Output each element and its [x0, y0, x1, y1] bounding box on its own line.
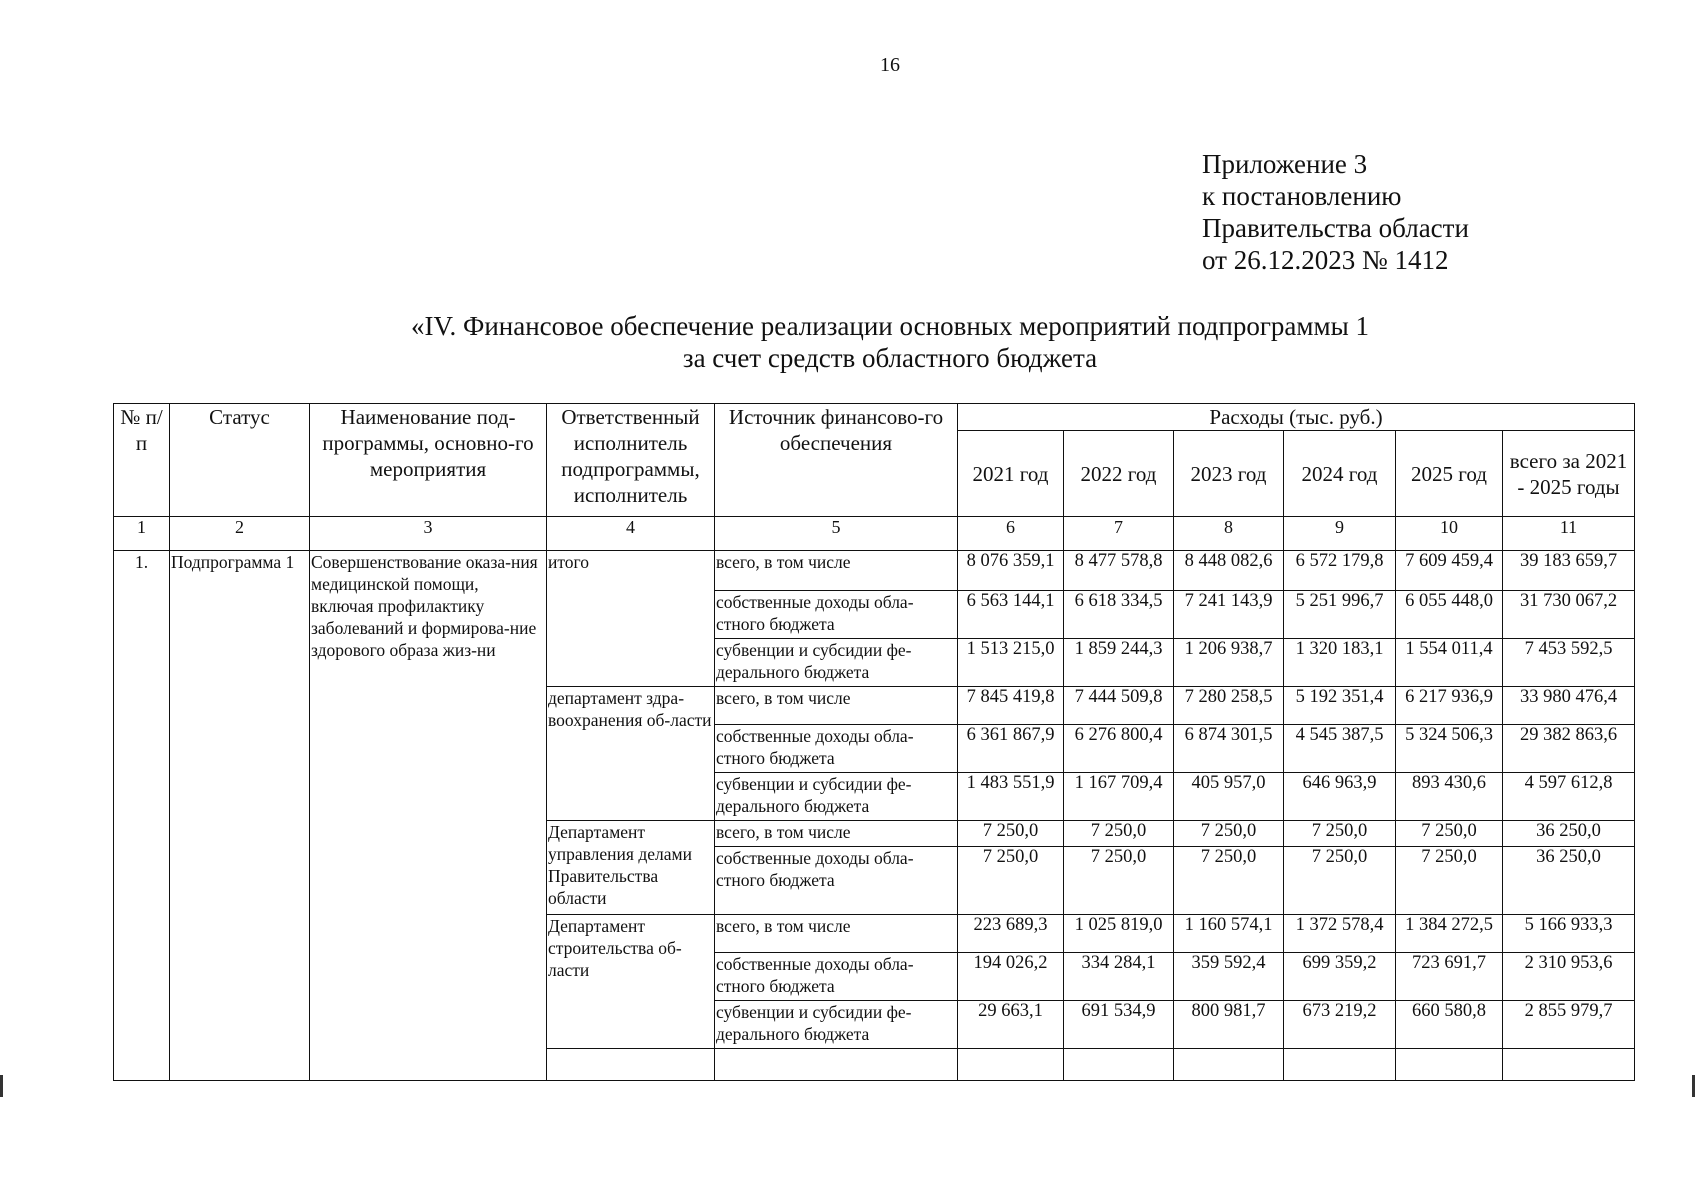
year-value-cell: 7 250,0 — [1174, 821, 1284, 847]
year-value-cell: 6 618 334,5 — [1064, 591, 1174, 639]
title-line: за счет средств областного бюджета — [682, 343, 1098, 373]
title-line: «IV. Финансовое обеспечение реализации основных мероприятий подпрограммы 1 — [411, 311, 1369, 341]
header-num: № п/п — [114, 404, 170, 517]
year-value-cell: 7 250,0 — [1396, 821, 1503, 847]
source-cell: собственные доходы обла-стного бюджета — [715, 725, 958, 773]
scan-edge-mark — [0, 1075, 3, 1097]
empty-cell — [958, 1049, 1064, 1081]
year-value-cell: 4 545 387,5 — [1284, 725, 1396, 773]
source-cell: субвенции и субсидии фе-дерального бюджета — [715, 773, 958, 821]
column-number: 11 — [1503, 517, 1635, 551]
year-value-cell: 6 276 800,4 — [1064, 725, 1174, 773]
total-value-cell: 31 730 067,2 — [1503, 591, 1635, 639]
year-value-cell: 8 477 578,8 — [1064, 551, 1174, 591]
year-value-cell: 29 663,1 — [958, 1001, 1064, 1049]
year-value-cell: 5 192 351,4 — [1284, 687, 1396, 725]
total-value-cell: 36 250,0 — [1503, 821, 1635, 847]
executor-cell: Департамент строительства об-ласти — [547, 915, 715, 1049]
year-value-cell: 7 250,0 — [1396, 847, 1503, 915]
empty-cell — [715, 1049, 958, 1081]
total-value-cell: 2 855 979,7 — [1503, 1001, 1635, 1049]
header-year: 2025 год — [1396, 431, 1503, 517]
executor-cell: итого — [547, 551, 715, 687]
source-cell: всего, в том числе — [715, 821, 958, 847]
column-number: 10 — [1396, 517, 1503, 551]
column-number: 4 — [547, 517, 715, 551]
year-value-cell: 6 361 867,9 — [958, 725, 1064, 773]
column-number: 3 — [310, 517, 547, 551]
source-cell: собственные доходы обла-стного бюджета — [715, 847, 958, 915]
empty-cell — [1284, 1049, 1396, 1081]
source-cell: собственные доходы обла-стного бюджета — [715, 591, 958, 639]
appendix-line: Приложение 3 — [1202, 149, 1368, 179]
year-value-cell: 7 609 459,4 — [1396, 551, 1503, 591]
year-value-cell: 7 241 143,9 — [1174, 591, 1284, 639]
year-value-cell: 723 691,7 — [1396, 953, 1503, 1001]
year-value-cell: 1 025 819,0 — [1064, 915, 1174, 953]
executor-cell: Департамент управления делами Правительства области — [547, 821, 715, 915]
source-cell: всего, в том числе — [715, 551, 958, 591]
header-year: 2023 год — [1174, 431, 1284, 517]
total-value-cell: 5 166 933,3 — [1503, 915, 1635, 953]
year-value-cell: 7 250,0 — [1284, 847, 1396, 915]
year-value-cell: 691 534,9 — [1064, 1001, 1174, 1049]
year-value-cell: 223 689,3 — [958, 915, 1064, 953]
source-cell: собственные доходы обла-стного бюджета — [715, 953, 958, 1001]
year-value-cell: 699 359,2 — [1284, 953, 1396, 1001]
year-value-cell: 1 483 551,9 — [958, 773, 1064, 821]
year-value-cell: 673 219,2 — [1284, 1001, 1396, 1049]
empty-cell — [1503, 1049, 1635, 1081]
year-value-cell: 1 206 938,7 — [1174, 639, 1284, 687]
year-value-cell: 893 430,6 — [1396, 773, 1503, 821]
column-number: 6 — [958, 517, 1064, 551]
empty-cell — [1396, 1049, 1503, 1081]
empty-cell — [1064, 1049, 1174, 1081]
column-number: 2 — [170, 517, 310, 551]
year-value-cell: 6 572 179,8 — [1284, 551, 1396, 591]
source-cell: всего, в том числе — [715, 687, 958, 725]
year-value-cell: 194 026,2 — [958, 953, 1064, 1001]
appendix-line: Правительства области — [1202, 213, 1469, 243]
column-number: 1 — [114, 517, 170, 551]
appendix-line: к постановлению — [1202, 181, 1402, 211]
document-title — [300, 310, 1480, 374]
year-value-cell: 1 160 574,1 — [1174, 915, 1284, 953]
column-number: 8 — [1174, 517, 1284, 551]
total-value-cell: 4 597 612,8 — [1503, 773, 1635, 821]
page-number: 16 — [880, 54, 900, 76]
table-row — [114, 551, 1635, 591]
header-total: всего за 2021 - 2025 годы — [1503, 431, 1635, 517]
total-value-cell: 7 453 592,5 — [1503, 639, 1635, 687]
header-year: 2022 год — [1064, 431, 1174, 517]
total-value-cell: 33 980 476,4 — [1503, 687, 1635, 725]
year-value-cell: 405 957,0 — [1174, 773, 1284, 821]
row-status: Подпрограмма 1 — [170, 551, 310, 1081]
year-value-cell: 1 167 709,4 — [1064, 773, 1174, 821]
source-cell: субвенции и субсидии фе-дерального бюджета — [715, 639, 958, 687]
year-value-cell: 7 250,0 — [1064, 821, 1174, 847]
year-value-cell: 6 874 301,5 — [1174, 725, 1284, 773]
header-year: 2024 год — [1284, 431, 1396, 517]
header-year: 2021 год — [958, 431, 1064, 517]
financing-table — [113, 403, 1635, 1081]
executor-cell: департамент здра-воохранения об-ласти — [547, 687, 715, 821]
header-name: Наименование под-программы, основно-го мероприятия — [310, 404, 547, 517]
total-value-cell: 29 382 863,6 — [1503, 725, 1635, 773]
year-value-cell: 6 217 936,9 — [1396, 687, 1503, 725]
year-value-cell: 5 324 506,3 — [1396, 725, 1503, 773]
year-value-cell: 6 563 144,1 — [958, 591, 1064, 639]
appendix-line: от 26.12.2023 № 1412 — [1202, 245, 1449, 275]
scan-edge-mark — [1692, 1075, 1695, 1097]
year-value-cell: 8 076 359,1 — [958, 551, 1064, 591]
year-value-cell: 334 284,1 — [1064, 953, 1174, 1001]
column-number: 9 — [1284, 517, 1396, 551]
year-value-cell: 1 513 215,0 — [958, 639, 1064, 687]
empty-cell — [547, 1049, 715, 1081]
year-value-cell: 7 250,0 — [958, 821, 1064, 847]
year-value-cell: 7 250,0 — [1284, 821, 1396, 847]
year-value-cell: 7 250,0 — [1064, 847, 1174, 915]
column-number: 5 — [715, 517, 958, 551]
year-value-cell: 6 055 448,0 — [1396, 591, 1503, 639]
header-expenses: Расходы (тыс. руб.) — [958, 404, 1635, 431]
year-value-cell: 7 845 419,8 — [958, 687, 1064, 725]
year-value-cell: 646 963,9 — [1284, 773, 1396, 821]
year-value-cell: 8 448 082,6 — [1174, 551, 1284, 591]
source-cell: всего, в том числе — [715, 915, 958, 953]
empty-cell — [1174, 1049, 1284, 1081]
year-value-cell: 7 250,0 — [958, 847, 1064, 915]
year-value-cell: 800 981,7 — [1174, 1001, 1284, 1049]
header-status: Статус — [170, 404, 310, 517]
total-value-cell: 2 310 953,6 — [1503, 953, 1635, 1001]
appendix-block — [1202, 148, 1469, 276]
year-value-cell: 7 280 258,5 — [1174, 687, 1284, 725]
year-value-cell: 1 320 183,1 — [1284, 639, 1396, 687]
header-executor: Ответственный исполнитель подпрограммы, исполнитель — [547, 404, 715, 517]
total-value-cell: 36 250,0 — [1503, 847, 1635, 915]
year-value-cell: 660 580,8 — [1396, 1001, 1503, 1049]
column-number: 7 — [1064, 517, 1174, 551]
header-source: Источник финансово-го обеспечения — [715, 404, 958, 517]
year-value-cell: 1 372 578,4 — [1284, 915, 1396, 953]
source-cell: субвенции и субсидии фе-дерального бюджета — [715, 1001, 958, 1049]
total-value-cell: 39 183 659,7 — [1503, 551, 1635, 591]
year-value-cell: 1 384 272,5 — [1396, 915, 1503, 953]
year-value-cell: 5 251 996,7 — [1284, 591, 1396, 639]
year-value-cell: 7 444 509,8 — [1064, 687, 1174, 725]
year-value-cell: 1 859 244,3 — [1064, 639, 1174, 687]
year-value-cell: 1 554 011,4 — [1396, 639, 1503, 687]
row-program-name: Совершенствование оказа-ния медицинской помощи, включая профилактику заболеваний и формирова-ние здорового образа жиз-ни — [310, 551, 547, 1081]
year-value-cell: 7 250,0 — [1174, 847, 1284, 915]
row-number: 1. — [114, 551, 170, 1081]
year-value-cell: 359 592,4 — [1174, 953, 1284, 1001]
